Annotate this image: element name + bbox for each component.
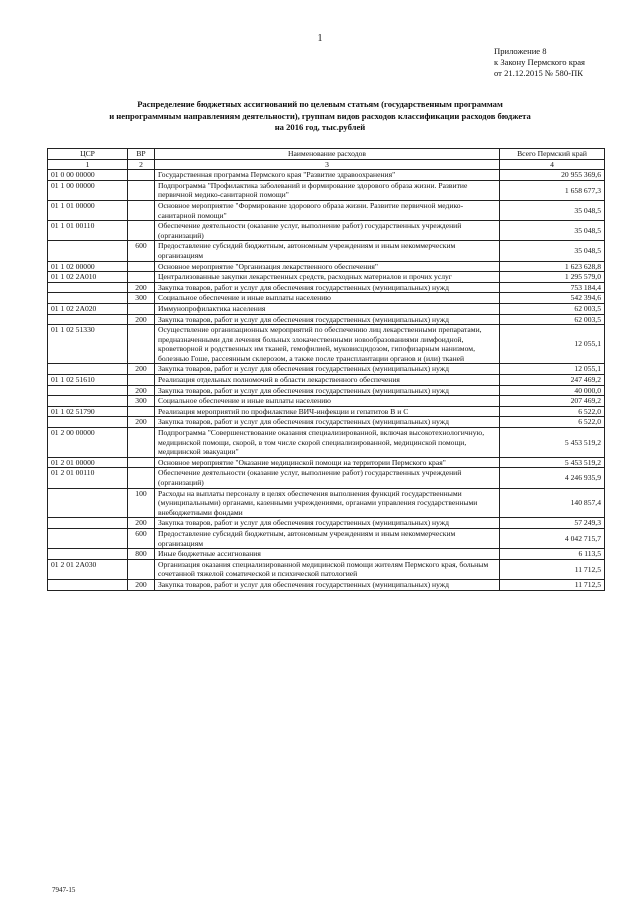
cell-vr xyxy=(128,180,155,200)
cell-vr xyxy=(128,406,155,417)
cell-vr xyxy=(128,468,155,488)
cell-vr xyxy=(128,325,155,364)
cell-name: Централизованные закупки лекарственных средств, расходных материалов и прочих услуг xyxy=(155,272,500,283)
cell-vr: 100 xyxy=(128,488,155,518)
cell-amount: 1 295 579,0 xyxy=(500,272,605,283)
cell-amount: 11 712,5 xyxy=(500,579,605,590)
cell-vr xyxy=(128,200,155,220)
cell-csr xyxy=(48,518,128,529)
page-number: 1 xyxy=(317,33,323,44)
cell-vr: 600 xyxy=(128,241,155,261)
cell-amount: 12 055,1 xyxy=(500,325,605,364)
cell-csr xyxy=(48,528,128,548)
cell-amount: 140 857,4 xyxy=(500,488,605,518)
cell-name: Основное мероприятие "Оказание медицинской помощи на территории Пермского края" xyxy=(155,457,500,468)
appendix-line: от 21.12.2015 № 580-ПК xyxy=(494,68,583,78)
cell-vr xyxy=(128,221,155,241)
table-row xyxy=(48,282,605,293)
cell-csr xyxy=(48,282,128,293)
cell-name: Предоставление субсидий бюджетным, автономным учреждениям и иным некоммерческим организациям xyxy=(155,528,500,548)
table-row xyxy=(48,241,605,261)
table-row xyxy=(48,261,605,272)
cell-vr xyxy=(128,457,155,468)
header-csr: ЦСР xyxy=(48,149,128,160)
table-row xyxy=(48,579,605,590)
cell-csr xyxy=(48,488,128,518)
table-row xyxy=(48,293,605,304)
cell-name: Социальное обеспечение и иные выплаты населению xyxy=(155,396,500,407)
table-row xyxy=(48,468,605,488)
cell-name: Закупка товаров, работ и услуг для обеспечения государственных (муниципальных) нужд xyxy=(155,385,500,396)
cell-amount: 12 055,1 xyxy=(500,364,605,375)
header-name: Наименование расходов xyxy=(155,149,500,160)
table-row xyxy=(48,325,605,364)
table-row xyxy=(48,221,605,241)
table-row xyxy=(48,272,605,283)
cell-vr: 200 xyxy=(128,385,155,396)
header-num: 2 xyxy=(128,159,155,170)
cell-csr: 01 1 02 51330 xyxy=(48,325,128,364)
cell-vr: 200 xyxy=(128,314,155,325)
cell-vr xyxy=(128,261,155,272)
cell-vr: 600 xyxy=(128,528,155,548)
cell-name: Государственная программа Пермского края "Развитие здравоохранения" xyxy=(155,170,500,181)
cell-vr xyxy=(128,559,155,579)
table-row xyxy=(48,428,605,458)
cell-csr xyxy=(48,417,128,428)
table-row xyxy=(48,417,605,428)
cell-csr xyxy=(48,549,128,560)
cell-csr: 01 2 00 00000 xyxy=(48,428,128,458)
cell-name: Закупка товаров, работ и услуг для обеспечения государственных (муниципальных) нужд xyxy=(155,364,500,375)
cell-name: Подпрограмма "Совершенствование оказания специализированной, включая высокотехнологичную, медицинской помощи, скорой, в том числе скорой специализированной, медицинской помощи, медицинской эвакуации" xyxy=(155,428,500,458)
cell-name: Основное мероприятие "Организация лекарственного обеспечения" xyxy=(155,261,500,272)
appendix-line: к Закону Пермского края xyxy=(494,57,585,67)
cell-name: Закупка товаров, работ и услуг для обеспечения государственных (муниципальных) нужд xyxy=(155,417,500,428)
table-row xyxy=(48,303,605,314)
table-row xyxy=(48,549,605,560)
cell-amount: 6 522,0 xyxy=(500,406,605,417)
cell-name: Подпрограмма "Профилактика заболеваний и формирование здорового образа жизни. Развитие первичной медико-санитарной помощи" xyxy=(155,180,500,200)
cell-amount: 11 712,5 xyxy=(500,559,605,579)
cell-name: Закупка товаров, работ и услуг для обеспечения государственных (муниципальных) нужд xyxy=(155,579,500,590)
appendix-line: Приложение 8 xyxy=(494,46,547,56)
header-row xyxy=(48,149,605,160)
table-row xyxy=(48,364,605,375)
cell-name: Социальное обеспечение и иные выплаты населению xyxy=(155,293,500,304)
cell-name: Закупка товаров, работ и услуг для обеспечения государственных (муниципальных) нужд xyxy=(155,518,500,529)
table-row xyxy=(48,170,605,181)
cell-vr: 200 xyxy=(128,518,155,529)
cell-name: Обеспечение деятельности (оказание услуг, выполнение работ) государственных учреждений (организаций) xyxy=(155,221,500,241)
header-num: 1 xyxy=(48,159,128,170)
cell-csr: 01 1 01 00110 xyxy=(48,221,128,241)
cell-name: Организация оказания специализированной медицинской помощи жителям Пермского края, больным сочетанной тяжелой соматической и психической патологией xyxy=(155,559,500,579)
table-row xyxy=(48,518,605,529)
appendix-note xyxy=(494,46,585,79)
cell-csr: 01 2 01 2А030 xyxy=(48,559,128,579)
cell-csr xyxy=(48,314,128,325)
cell-name: Обеспечение деятельности (оказание услуг, выполнение работ) государственных учреждений (организаций) xyxy=(155,468,500,488)
cell-vr xyxy=(128,272,155,283)
cell-name: Закупка товаров, работ и услуг для обеспечения государственных (муниципальных) нужд xyxy=(155,282,500,293)
cell-amount: 57 249,3 xyxy=(500,518,605,529)
table-row xyxy=(48,180,605,200)
cell-csr: 01 1 02 2А020 xyxy=(48,303,128,314)
cell-vr: 800 xyxy=(128,549,155,560)
cell-vr xyxy=(128,170,155,181)
table-row xyxy=(48,200,605,220)
table-row xyxy=(48,385,605,396)
cell-vr xyxy=(128,303,155,314)
cell-csr xyxy=(48,241,128,261)
cell-amount: 40 000,0 xyxy=(500,385,605,396)
cell-name: Иммунопрофилактика населения xyxy=(155,303,500,314)
cell-name: Реализация мероприятий по профилактике ВИЧ-инфекции и гепатитов В и С xyxy=(155,406,500,417)
cell-amount: 1 658 677,3 xyxy=(500,180,605,200)
cell-csr: 01 0 00 00000 xyxy=(48,170,128,181)
cell-amount: 207 469,2 xyxy=(500,396,605,407)
cell-csr: 01 1 01 00000 xyxy=(48,200,128,220)
cell-name: Предоставление субсидий бюджетным, автономным учреждениям и иным некоммерческим организациям xyxy=(155,241,500,261)
cell-amount: 4 042 715,7 xyxy=(500,528,605,548)
cell-amount: 5 453 519,2 xyxy=(500,457,605,468)
table-row xyxy=(48,406,605,417)
cell-amount: 247 469,2 xyxy=(500,375,605,386)
table-row xyxy=(48,314,605,325)
header-vr: ВР xyxy=(128,149,155,160)
table-row xyxy=(48,488,605,518)
cell-csr: 01 2 01 00000 xyxy=(48,457,128,468)
cell-vr: 200 xyxy=(128,282,155,293)
footer-code: 7947-15 xyxy=(52,886,76,894)
cell-name: Реализация отдельных полномочий в области лекарственного обеспечения xyxy=(155,375,500,386)
cell-amount: 35 048,5 xyxy=(500,200,605,220)
cell-csr xyxy=(48,396,128,407)
table-row xyxy=(48,375,605,386)
table-row xyxy=(48,457,605,468)
cell-csr xyxy=(48,385,128,396)
cell-amount: 6 522,0 xyxy=(500,417,605,428)
cell-vr: 200 xyxy=(128,364,155,375)
header-num: 4 xyxy=(500,159,605,170)
cell-csr: 01 2 01 00110 xyxy=(48,468,128,488)
cell-csr: 01 1 02 2А010 xyxy=(48,272,128,283)
cell-name: Иные бюджетные ассигнования xyxy=(155,549,500,560)
cell-name: Основное мероприятие "Формирование здорового образа жизни. Развитие первичной медико-санитарной помощи" xyxy=(155,200,500,220)
title-line: и непрограммным направлениям деятельности), группам видов расходов классификации расходов бюджета xyxy=(109,110,531,121)
cell-amount: 4 246 935,9 xyxy=(500,468,605,488)
cell-csr xyxy=(48,579,128,590)
cell-amount: 753 184,4 xyxy=(500,282,605,293)
budget-table xyxy=(47,148,605,591)
cell-csr: 01 1 02 51610 xyxy=(48,375,128,386)
document-title xyxy=(60,99,580,134)
cell-amount: 62 003,5 xyxy=(500,314,605,325)
cell-csr: 01 1 02 00000 xyxy=(48,261,128,272)
cell-csr: 01 1 00 00000 xyxy=(48,180,128,200)
cell-vr: 200 xyxy=(128,417,155,428)
table-row xyxy=(48,559,605,579)
cell-amount: 35 048,5 xyxy=(500,241,605,261)
cell-amount: 20 955 369,6 xyxy=(500,170,605,181)
cell-amount: 62 003,5 xyxy=(500,303,605,314)
header-number-row xyxy=(48,159,605,170)
cell-name: Закупка товаров, работ и услуг для обеспечения государственных (муниципальных) нужд xyxy=(155,314,500,325)
cell-vr xyxy=(128,375,155,386)
cell-name: Осуществление организационных мероприятий по обеспечению лиц лекарственными препаратами, предназначенными для лечения больных злокачественными новообразованиями лимфоидной, кроветворной и родственных им тканей, гемофилией, муковисцидозом, гипофизарным нанизмом, болезнью Гоше, рассеянным склерозом, а также после трансплантации органов и (или) тканей xyxy=(155,325,500,364)
cell-csr xyxy=(48,364,128,375)
cell-vr: 300 xyxy=(128,396,155,407)
cell-amount: 35 048,5 xyxy=(500,221,605,241)
cell-amount: 6 113,5 xyxy=(500,549,605,560)
cell-csr xyxy=(48,293,128,304)
cell-csr: 01 1 02 51790 xyxy=(48,406,128,417)
cell-amount: 5 453 519,2 xyxy=(500,428,605,458)
header-total: Всего Пермский край xyxy=(500,149,605,160)
cell-amount: 542 394,6 xyxy=(500,293,605,304)
title-line: на 2016 год, тыс.рублей xyxy=(274,122,366,132)
header-num: 3 xyxy=(155,159,500,170)
title-line: Распределение бюджетных ассигнований по целевым статьям (государственным программам xyxy=(137,99,503,109)
cell-vr xyxy=(128,428,155,458)
cell-vr: 300 xyxy=(128,293,155,304)
cell-vr: 200 xyxy=(128,579,155,590)
table-row xyxy=(48,396,605,407)
table-row xyxy=(48,528,605,548)
cell-name: Расходы на выплаты персоналу в целях обеспечения выполнения функций государственными (муниципальными) органами, казенными учреждениями, органами управления государственными внебюджетными фондами xyxy=(155,488,500,518)
cell-amount: 1 623 628,8 xyxy=(500,261,605,272)
